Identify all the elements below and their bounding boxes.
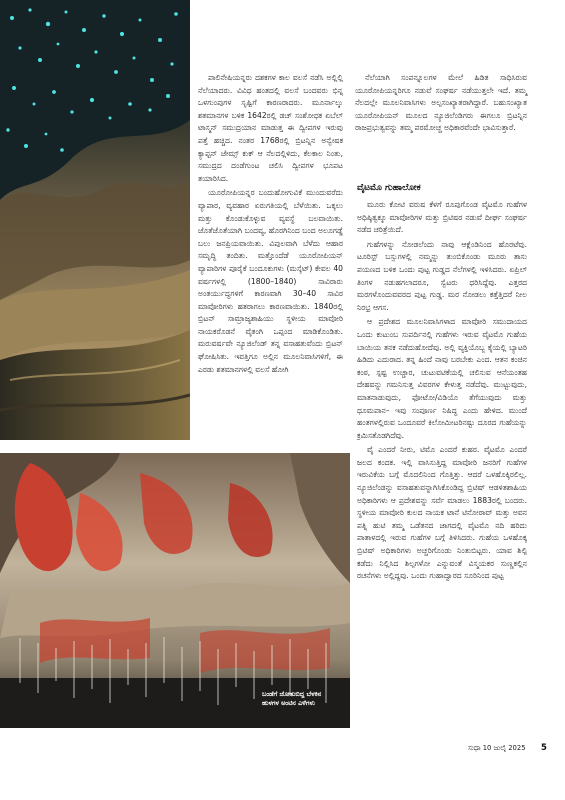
paragraph: ವೈ ಎಂದರೆ ನೀರು, ಟಿಮೊ ಎಂದರೆ ಕುಹರ. ವೈಟಮೊ ಎಂದರೆ ಜಲದ ಕಂದಕ. ಇಲ್ಲಿ ವಾಸಿಸುತ್ತಿದ್ದ ಮಾವೋರಿ ಜನರಿಗೆ ಗುಹೆಗಳ ಇರುವಿಕೆಯ ಬಗ್ಗೆ ಮೊದಲಿನಿಂದ ಗೊತ್ತಿತ್ತು. ಆದರೆ ಒಳಹೊಕ್ಕಿರಲಿಲ್ಲ. ನ್ಯೂಜಿಲೆಂಡನ್ನು ವಸಾಹತುವನ್ನಾಗಿಸಿಕೊಂಡಿದ್ದ ಬ್ರಿಟಿಷ್ ಆಡಳಿತಶಾಹಿಯ ಅಧಿಕಾರಿಗಳು ಆ ಪ್ರದೇಶವನ್ನು ಸರ್ವೆ ಮಾಡಲು 1883ರಲ್ಲಿ ಬಂದರು. ಸ್ಥಳೀಯ ಮಾವೋರಿ ಕುಲದ ನಾಯಕ ಟಾನೆ ಟಿನೋರಾವ್ ಮತ್ತು ಅವನ ಪತ್ನಿ ಹುಟಿ ತಮ್ಮ ಒಡೆತನದ ಜಾಗದಲ್ಲಿ ವೈಟಮೊ ನದಿ ಹರಿದು ಪಾತಾಳದಲ್ಲಿ ಇರುವ ಗುಹೆಗಳ ಬಗ್ಗೆ ತಿಳಿಸಿದರು. ಗುಹೆಯ ಒಳಹೊಕ್ಕ ಬ್ರಿಟಿಷ್ ಅಧಿಕಾರಿಗಳು ಅಚ್ಚರಿಗೊಂಡು ನಿಂತುಬಿಟ್ಟರು. ಯಾವ ಶಿಲ್ಪಿ ಕಡೆದು ನಿಲ್ಲಿಸಿದ ಶಿಲ್ಪಗಳೋ ಎನ್ನುವಂತೆ ವಿಸ್ಮಯಕರ ಸುಣ್ಣಕಲ್ಲಿನ ರಚನೆಗಳು ಅಲ್ಲಿದ್ದವು. ಒಂದು ಗುಹಾದ್ವಾರದ ಸೂರಿನಿಂದ ಪುಟ್ಟ <box>357 445 527 581</box>
paragraph: ಆ ಪ್ರದೇಶದ ಮೂಲನಿವಾಸಿಗಳಾದ ಮಾವೋರಿ ಸಮುದಾಯದ ಒಂದು ಕುಟುಂಬ ಸುಪರ್ದಿನಲ್ಲಿ ಗುಹೆಗಳು ಇರುವ ವೈಟಮೊ ಗುಹೆಯ ಬಾಯಿಯ ತನಕ ನಡೆದುಹೋದೆವು. ಅಲ್ಲಿ ವ್ಯಕ್ತಿಯೊಬ್ಬ ಕೈಯಲ್ಲಿ ಬ್ಯಾಟರಿ ಹಿಡಿದು ಎದುರಾದ. ತನ್ನ ಹಿಂದೆ ನಾವು ಬರಬೇಕು ಎಂದ. ಆತನ ಕಂಚಿನ ಕಂಠ, ಸ್ಪಷ್ಟ ಉಚ್ಚಾರ, ಚುಟುವಟಿಕೆಯಲ್ಲಿ ಚಲಿಸುವ ಆನೆಯಂತಹ ದೇಹವನ್ನು ಗಮನಿಸುತ್ತ ವಿವರಗಳ ಕೇಳುತ್ತ ನಡೆದೆವು. ಮುಟ್ಟುವುದು, ಮಾತನಾಡುವುದು, ಫೋಟೋ/ವಿಡಿಯೊ ತೆಗೆಯುವುದು ಮತ್ತು ಧೂಮಪಾನ– ಇವು ಸಂಪೂರ್ಣ ನಿಷಿದ್ಧ ಎಂದು ಹೇಳಿದ. ಮುಂದೆ ಹಂತಗಳಲ್ಲಿರುವ ಒಂದೂವರೆ ಕಿಲೋಮೀಟರಿನಷ್ಟು ದೂರದ ಗುಹೆಯನ್ನು ಕ್ರಮಿಸತೊಡಗಿದೆವು. <box>357 317 527 440</box>
paragraph: ಮೂರು ಕೋಟಿ ವರುಷ ಕೆಳಗೆ ರೂಪುಗೊಂಡ ವೈಟಮೊ ಗುಹೆಗಳ ಅಧಿಷ್ಠಿತ್ವಕ್ಕೂ ಮಾವೋರಿಗಳ ಮತ್ತು ಬ್ರಿಟಿಷರ ನಡುವೆ ದೀರ್ಘ ಸಂಘರ್ಷ ನಡೆದ ಚರಿತ್ರೆಯಿದೆ. <box>357 200 527 235</box>
cave-formations-image <box>0 453 350 728</box>
page-number: 5 <box>541 743 547 753</box>
glowworm-cave-photo <box>0 0 190 440</box>
paragraph: ಗುಹೆಗಳನ್ನು ನೋಡಲೆಂದು ನಾವು ಆಕ್ಲೆಂಡಿನಿಂದ ಹೊರಟೆವು. ಟೂರಿಸ್ಟ್ ಬಸ್ಸುಗಳಲ್ಲಿ ನಮ್ಮನ್ನು ತುಂಬಿಕೊಂಡು ಮೂರು ತಾಸು ಪಯಣದ ಬಳಿಕ ಒಂದು ಪುಟ್ಟ ಗುಡ್ಡದ ನೆಲೆಗಳಲ್ಲಿ ಇಳಿಸಿದರು. ಏಪ್ರಿಲ್ ತಿಂಗಳ ನಡುಹಗಲಾದರೂ, ಸ್ವೆಟರು ಧರಿಸಿದ್ದೆವು. ಎತ್ತರದ ಮರಗಳೊಂದುವವರದ ಪುಟ್ಟ ಗುಡ್ಡ. ಮರ ನೋಡಲು ಕತ್ತೆತ್ತಿದರೆ ನೀಲ ನಿರಭ್ರ ಆಗಸ. <box>357 239 527 312</box>
photo-caption: ಬಂಡೆಗೆ ಜೋತುಬಿದ್ದ ಬೆಳಕಿನ ಹುಳಗಳ ಅಂಟಿನ ಎಳೆಗಳು <box>262 690 322 707</box>
article-column-2-top <box>355 72 527 137</box>
article-column-1 <box>198 72 343 378</box>
article-column-2-body <box>357 199 527 585</box>
glowworm-cave-image <box>0 0 190 440</box>
paragraph: ಯೂರೋಪಿಯನ್ನರ ಬಂದುಹೋಗುವಿಕೆ ಮುಂದುವರೆದು ವ್ಯಾಪಾರ, ವ್ಯವಹಾರ ಏರುಗತಿಯಲ್ಲಿ ಬೆಳೆಯಿತು. ಒಕ್ಕಲು ಮತ್ತು ಕೊಂಡುಕೊಳ್ಳುವ ವ್ಯವಸ್ಥೆ ಬಲವಾಯಿತು. ಜೊತೆಜೊತೆಯಾಗಿ ಬಂದವ್ಯ, ಹೊರಗಿನಿಂದ ಬಂದ ಅಲೂಗಡ್ಡೆ ಬಲು ಜನಪ್ರಿಯವಾಯಿತು. ವಿಪುಲವಾಗಿ ಬೆಳೆದು ಆಹಾರ ಸಮೃದ್ಧಿ ತಂದಿತು. ಮತ್ತೊಂದೆಡೆ ಯೂರೋಪಿಯನ್ ವ್ಯಾಪಾರಿಗಳ ಪೂರೈಕೆ ಬಂದೂಕುಗಳು (ಮಸ್ಕೆಟ್) ಕೇವಲ 40 ವರ್ಷಗಳಲ್ಲಿ (1800–1840) ಸಾವಿರಾರು ಅಂತರ್ಯುದ್ಧಗಳಿಗೆ ಕಾರಣವಾಗಿ 30–40 ಸಾವಿರ ಮಾವೋರಿಗಳು ಹತರಾಗಲು ಕಾರಣವಾಯಿತು. 1840ರಲ್ಲಿ ಬ್ರಿಟನ್ ಸಾಮ್ರಾಜ್ಯಶಾಹಿಯು ಸ್ಥಳೀಯ ಮಾವೋರಿ ನಾಯಕರೊಡನೆ ವೈತಂಗಿ ಒಪ್ಪಂದ ಮಾಡಿಕೊಂಡಿತು. ಮರುವರ್ಷವೇ ನ್ಯೂಜಿಲೆಂಡ್ ತನ್ನ ವಸಾಹತುವೆಂದು ಬ್ರಿಟನ್ ಘೋಷಿಸಿತು. ಇವತ್ತಿಗೂ ಅಲ್ಲಿನ ಮೂಲನಿವಾಸಿಗಳಿಗೆ, ಈ ಎರಡು ಶತಮಾನಗಳಲ್ಲಿ ವಲಸೆ ಹೋಗಿ <box>198 188 343 374</box>
magazine-footer: ಸುಧಾ 10 ಜುಲೈ 2025 <box>468 744 526 752</box>
paragraph: ಪಾಲಿನೇಷಿಯನ್ನರು ದಶಕಗಳ ಕಾಲ ವಲಸೆ ನಡೆಸಿ ಅಲ್ಲಿಲ್ಲಿ ನೆಲೆಯಾದರು. ವಿವಿಧ ಹಂತದಲ್ಲಿ ವಲಸೆ ಬಂದವರು ಭಿನ್ನ ಒಳಗುಂಪುಗಳ ಸೃಷ್ಟಿಗೆ ಕಾರಣರಾದರು. ಮೂರ್ನಾಲ್ಕು ಶತಮಾನಗಳ ಬಳಿಕ 1642ರಲ್ಲಿ ಡಚ್ ಸಂಶೋಧಕ ಏಬೆಲ್ ಟಾಸ್ಮನ್ ಸಮುದ್ರಯಾನ ಮಾಡುತ್ತ ಈ ದ್ವೀಪಗಳ ಇರುವು ಪತ್ತೆ ಹಚ್ಚಿದ. ನಂತರ 1768ರಲ್ಲಿ ಬ್ರಿಟನ್ನಿನ ಅನ್ವೇಷಕ ಕ್ಯಾಪ್ಟನ್ ಜೇಮ್ಸ್ ಕುಕ್ ಆ ನೆಲದಲ್ಲಿಳಿದು, ಕೆಲಕಾಲ ನಿಂತು, ಸಮುದ್ರದ ದಂಡೆಗುಂಟ ಚಲಿಸಿ ದ್ವೀಪಗಳ ಭೂಪಟ ತಯಾರಿಸಿದ. <box>198 73 343 183</box>
cave-formations-photo <box>0 453 350 728</box>
paragraph: ನೆಲೆಯಾಗಿ ಸಂಪನ್ನೂಲಗಳ ಮೇಲೆ ಹಿಡಿತ ಸಾಧಿಸಿರುವ ಯೂರೋಪಿಯನ್ನರಿಗೂ ನಡುವೆ ಸಂಘರ್ಷ ನಡೆಯುತ್ತಲೇ ಇದೆ. ತಮ್ಮ ನೆಲದಲ್ಲೇ ಮೂಲನಿವಾಸಿಗಳು ಅಲ್ಪಸಂಖ್ಯಾತರಾಗಿದ್ದಾರೆ. ಬಹುಸಂಖ್ಯಾತ ಯೂರೋಪಿಯನ್ ಮೂಲದ ನ್ಯೂಜಿಲೆಂಡಿಗರು ಈಗಲೂ ಬ್ರಿಟನ್ನಿನ ರಾಜಪ್ರಭುತ್ವವನ್ನು ತಮ್ಮ ಪರಮೋಚ್ಚ ಅಧಿಕಾರವೆಂದೇ ಭಾವಿಸುತ್ತಾರೆ. <box>355 73 527 133</box>
section-heading: ವೈಟಮೊ ಗುಹಾಲೋಕ <box>357 183 421 193</box>
